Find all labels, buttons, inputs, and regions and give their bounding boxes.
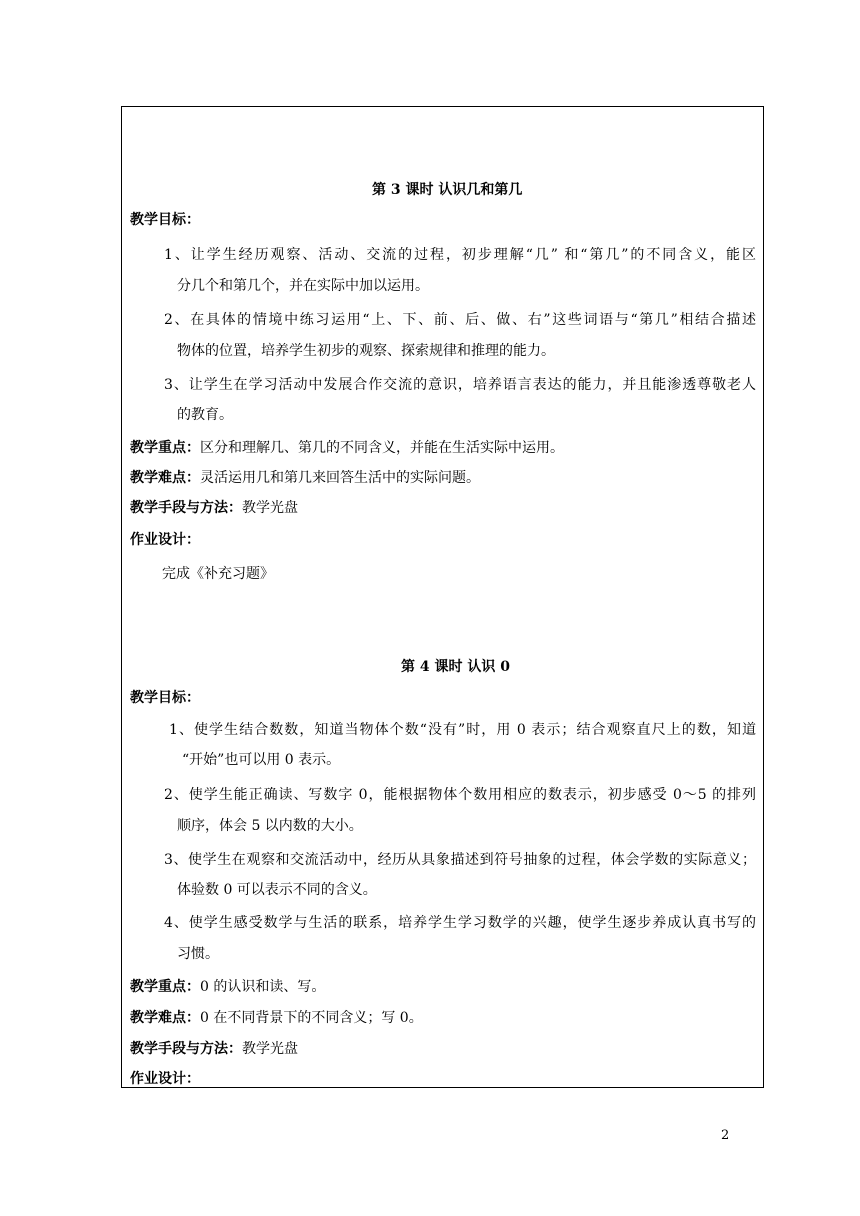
lesson4-method — [130, 1039, 298, 1059]
lesson4-goal2-line2: 顺序，体会 5 以内数的大小。 — [177, 818, 363, 834]
lesson4-method-label: 教学手段与方法： — [130, 1041, 242, 1057]
lesson3-key-text: 区分和理解几、第几的不同含义，并能在生活实际中运用。 — [200, 440, 564, 456]
lesson4-difficulty — [130, 1008, 423, 1028]
lesson4-difficulty-label: 教学难点： — [130, 1010, 200, 1026]
page-number: 2 — [721, 1128, 730, 1143]
lesson3-goal3-line1: 3、让学生在学习活动中发展合作交流的意识，培养语言表达的能力，并且能渗透尊敬老人 — [164, 377, 756, 393]
lesson4-goal3-line2: 体验数 0 可以表示不同的含义。 — [177, 882, 377, 898]
lesson3-difficulty-text: 灵活运用几和第几来回答生活中的实际问题。 — [200, 470, 480, 486]
lesson4-homework-label: 作业设计： — [130, 1071, 200, 1087]
lesson3-goal2-line2: 物体的位置，培养学生初步的观察、探索规律和推理的能力。 — [177, 343, 555, 359]
lesson3-difficulty — [130, 468, 480, 488]
lesson4-key-point — [130, 977, 325, 997]
lesson3-homework-text: 完成《补充习题》 — [162, 566, 274, 582]
lesson4-goal1-line2: “开始”也可以用 0 表示。 — [182, 752, 341, 768]
lesson3-key-point — [130, 438, 564, 458]
lesson3-method-label: 教学手段与方法： — [130, 500, 242, 516]
lesson4-goal4-line1: 4、使学生感受数学与生活的联系，培养学生学习数学的兴趣，使学生逐步养成认真书写的 — [164, 915, 756, 931]
lesson3-goal2-line1: 2、在具体的情境中练习运用“上、下、前、后、做、右”这些词语与“第几”相结合描述 — [164, 312, 756, 328]
lesson4-goal2-line1: 2、使学生能正确读、写数字 0，能根据物体个数用相应的数表示，初步感受 0～5 的排列 — [164, 787, 756, 803]
lesson3-goal1-line2: 分几个和第几个，并在实际中加以运用。 — [177, 278, 429, 294]
lesson4-goals-label: 教学目标： — [130, 690, 200, 706]
lesson3-title: 第 3 课时 认识几和第几 — [372, 182, 523, 198]
lesson4-goal3-line1: 3、使学生在观察和交流活动中，经历从具象描述到符号抽象的过程，体会学数的实际意义； — [164, 852, 756, 868]
lesson4-title: 第 4 课时 认识 0 — [401, 659, 510, 675]
lesson4-method-text: 教学光盘 — [242, 1041, 298, 1057]
lesson3-method-text: 教学光盘 — [242, 500, 298, 516]
lesson4-key-label: 教学重点： — [130, 979, 200, 995]
lesson4-difficulty-text: 0 在不同背景下的不同含义；写 0。 — [200, 1010, 423, 1026]
lesson3-method — [130, 498, 298, 518]
lesson3-goals-label: 教学目标： — [130, 212, 200, 228]
lesson4-goal1-line1: 1、使学生结合数数，知道当物体个数“没有”时，用 0 表示；结合观察直尺上的数，知道 — [169, 722, 756, 738]
lesson4-key-text: 0 的认识和读、写。 — [200, 979, 326, 995]
lesson3-difficulty-label: 教学难点： — [130, 470, 200, 486]
lesson3-goal3-line2: 的教育。 — [177, 407, 233, 423]
lesson3-goal1-line1: 1、让学生经历观察、活动、交流的过程，初步理解“几” 和“第几”的不同含义，能区 — [164, 247, 756, 263]
lesson3-homework-label: 作业设计： — [130, 532, 200, 548]
lesson3-key-label: 教学重点： — [130, 440, 200, 456]
lesson4-goal4-line2: 习惯。 — [177, 946, 219, 962]
